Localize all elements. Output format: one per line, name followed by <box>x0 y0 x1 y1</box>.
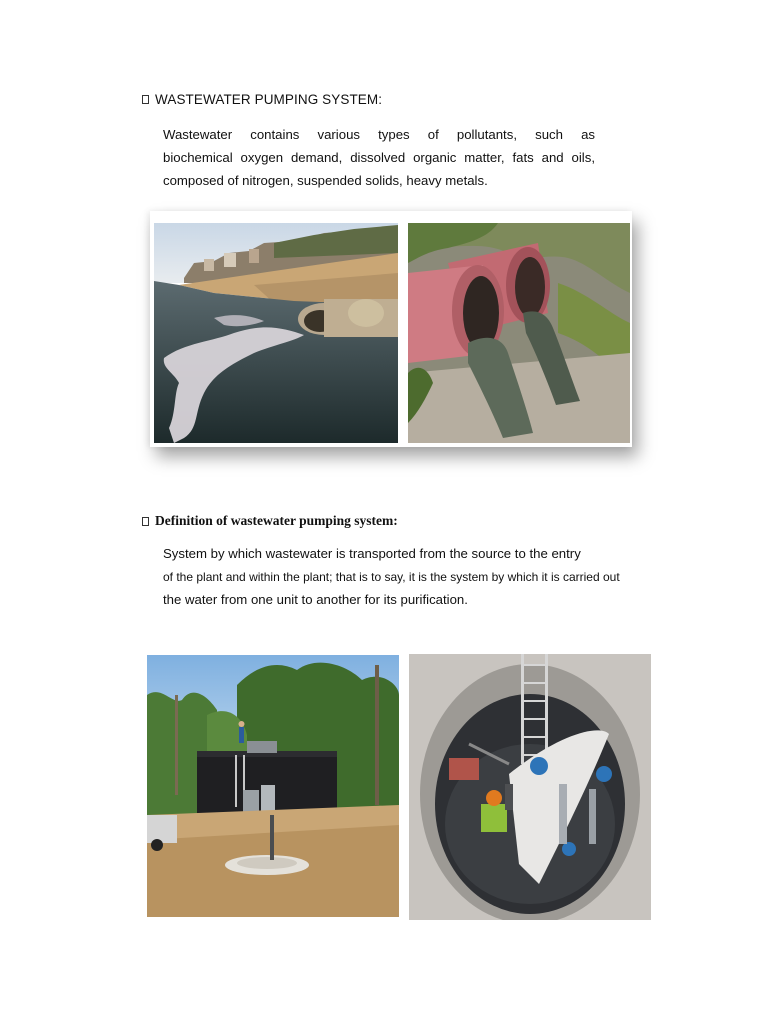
wet-well-illustration <box>409 654 651 920</box>
paragraph-line: Wastewater contains various types of pollutants, such as <box>163 127 595 142</box>
section-heading-definition <box>142 513 398 529</box>
section-paragraph-pollutants <box>163 123 595 192</box>
bullet-box-icon <box>142 95 149 104</box>
paragraph-line: System by which wastewater is transported from the source to the entry <box>163 546 581 561</box>
section-heading-text: Definition of wastewater pumping system: <box>155 513 398 528</box>
bullet-box-icon <box>142 517 149 526</box>
section-heading-text: WASTEWATER PUMPING SYSTEM: <box>155 92 383 107</box>
photo-wet-well-interior <box>409 654 651 920</box>
section-heading-wastewater-pumping <box>142 92 382 107</box>
pipes-discharge-illustration <box>408 223 630 443</box>
photo-pink-pipes-discharge <box>408 223 630 443</box>
photo-frame-polluted-outfalls <box>150 211 632 447</box>
paragraph-line: composed of nitrogen, suspended solids, heavy metals. <box>163 173 488 188</box>
paragraph-line: biochemical oxygen demand, dissolved organic matter, fats and oils, <box>163 150 595 165</box>
pumping-station-illustration <box>147 655 399 917</box>
paragraph-line: of the plant and within the plant; that is to say, it is the system by which it is carried out <box>163 570 620 584</box>
photo-pumping-station-site <box>147 655 399 917</box>
photo-river-outfall <box>154 223 398 443</box>
paragraph-line: the water from one unit to another for its purification. <box>163 592 468 607</box>
river-outfall-illustration <box>154 223 398 443</box>
